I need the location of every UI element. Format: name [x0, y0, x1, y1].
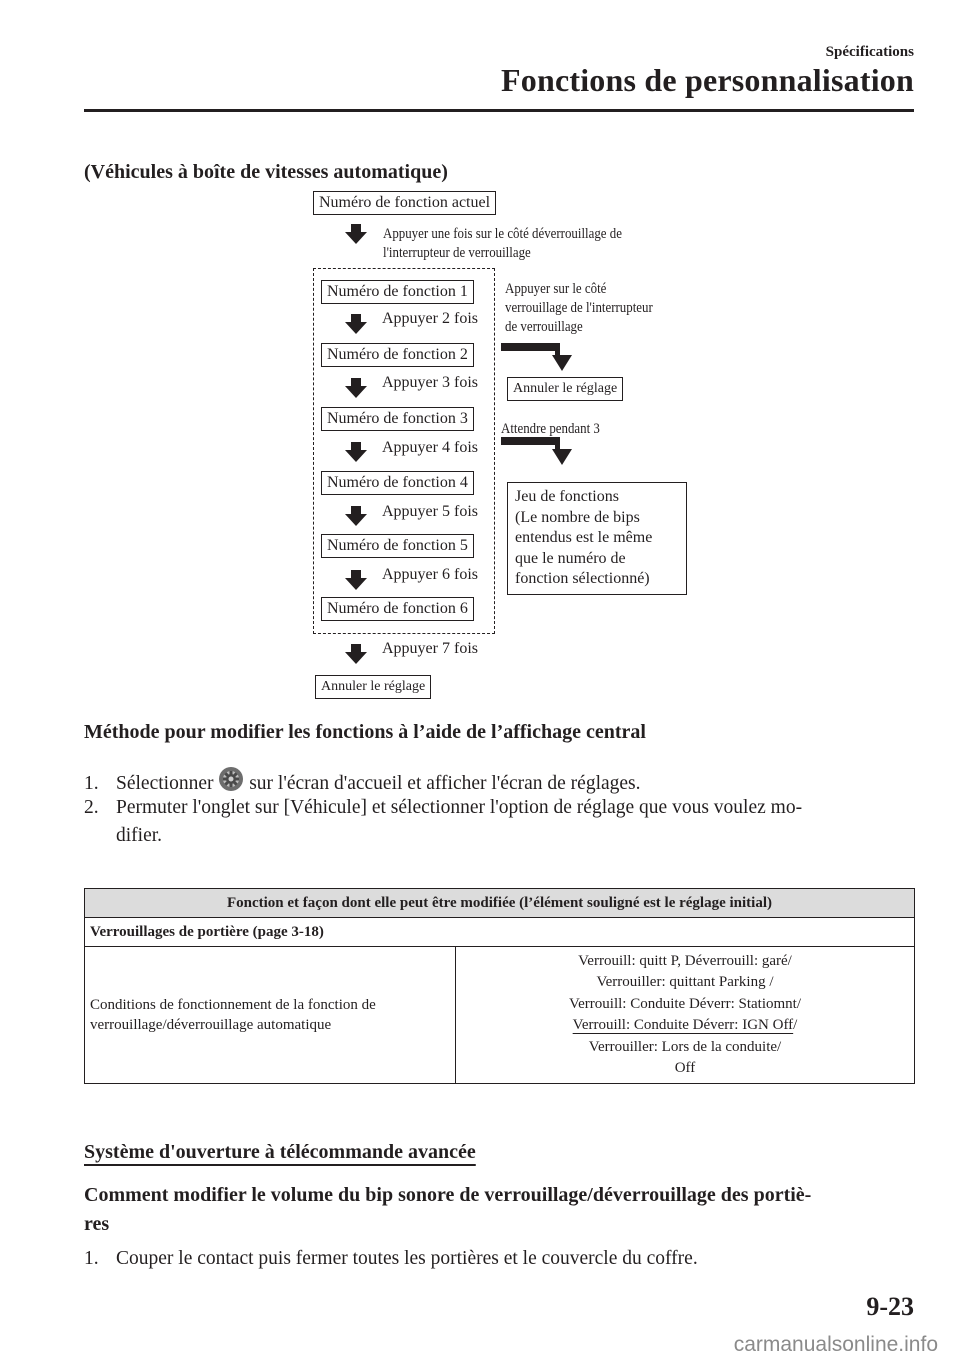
method-step-1: 1. Sélectionner sur l'écran d'accueil et afficher l'écran de réglages. — [84, 766, 914, 798]
first-press-note: Appuyer une fois sur le côté déverrouillage de l'interrupteur de verrouillage — [383, 226, 622, 261]
function-box-4: Numéro de fonction 4 — [321, 471, 474, 495]
keyless-subheading: Comment modifier le volume du bip sonore de verrouillage/déverrouillage des portiè- res — [84, 1184, 812, 1235]
result-box: Jeu de fonctions (Le nombre de bips entendus est le même que le numéro de fonction sélectionné) — [507, 482, 687, 595]
method-heading: Méthode pour modifier les fonctions à l’aide de l’affichage central — [84, 721, 646, 743]
press-label-6: Appuyer 6 fois — [382, 566, 478, 583]
press-label-5: Appuyer 5 fois — [382, 503, 478, 520]
table-section: Verrouillages de portière (page 3-18) — [85, 918, 915, 947]
keyless-heading: Système d'ouverture à télécommande avancée — [84, 1141, 476, 1163]
default-option: Verrouill: Conduite Déverr: IGN Off — [572, 1017, 794, 1033]
function-box-1: Numéro de fonction 1 — [321, 280, 474, 304]
press-label-3: Appuyer 3 fois — [382, 374, 478, 391]
current-function-box: Numéro de fonction actuel — [313, 191, 496, 215]
press-label-7: Appuyer 7 fois — [382, 640, 478, 657]
page-title: Fonctions de personnalisation — [501, 62, 914, 98]
settings-gear-icon — [218, 766, 244, 792]
elbow-arrow-icon — [501, 343, 572, 371]
press-label-2: Appuyer 2 fois — [382, 310, 478, 327]
down-arrow-icon — [345, 644, 367, 664]
diagram-heading: (Véhicules à boîte de vitesses automatique) — [84, 161, 448, 183]
lock-press-note: Appuyer sur le côté verrouillage de l'interrupteur de verrouillage — [505, 281, 653, 335]
cancel-box-bottom: Annuler le réglage — [315, 675, 431, 699]
wait-note: Attendre pendant 3 — [501, 421, 600, 437]
press-label-4: Appuyer 4 fois — [382, 439, 478, 456]
method-step-2: 2. Permuter l'onglet sur [Véhicule] et sélectionner l'option de réglage que vous voulez mo- difier. — [84, 797, 803, 846]
page-number: 9-23 — [866, 1292, 914, 1321]
function-box-2: Numéro de fonction 2 — [321, 343, 474, 367]
watermark: carmanualsonline.info — [733, 1333, 938, 1356]
table-header: Fonction et façon dont elle peut être modifiée (l’élément souligné est le réglage initial) — [85, 889, 915, 918]
keyless-step-1: 1. Couper le contact puis fermer toutes les portières et le couvercle du coffre. — [84, 1248, 698, 1269]
settings-table — [84, 888, 915, 1084]
function-box-5: Numéro de fonction 5 — [321, 534, 474, 558]
elbow-arrow-icon — [501, 437, 572, 465]
down-arrow-icon — [345, 224, 367, 244]
function-box-6: Numéro de fonction 6 — [321, 597, 474, 621]
section-label: Spécifications — [825, 44, 914, 60]
function-box-3: Numéro de fonction 3 — [321, 407, 474, 431]
table-row-label: Conditions de fonctionnement de la fonction de verrouillage/déverrouillage automatique — [85, 947, 456, 1084]
cancel-box-right: Annuler le réglage — [507, 377, 623, 401]
table-row-options: Verrouill: quitt P, Déverrouill: garé/ Verrouiller: quittant Parking / Verrouill: Conduite Déverr: Statiomnt/ Verrouill: Conduite Déverr: IGN Off/ Verrouiller: Lors de la conduite/ Off — [456, 947, 915, 1084]
